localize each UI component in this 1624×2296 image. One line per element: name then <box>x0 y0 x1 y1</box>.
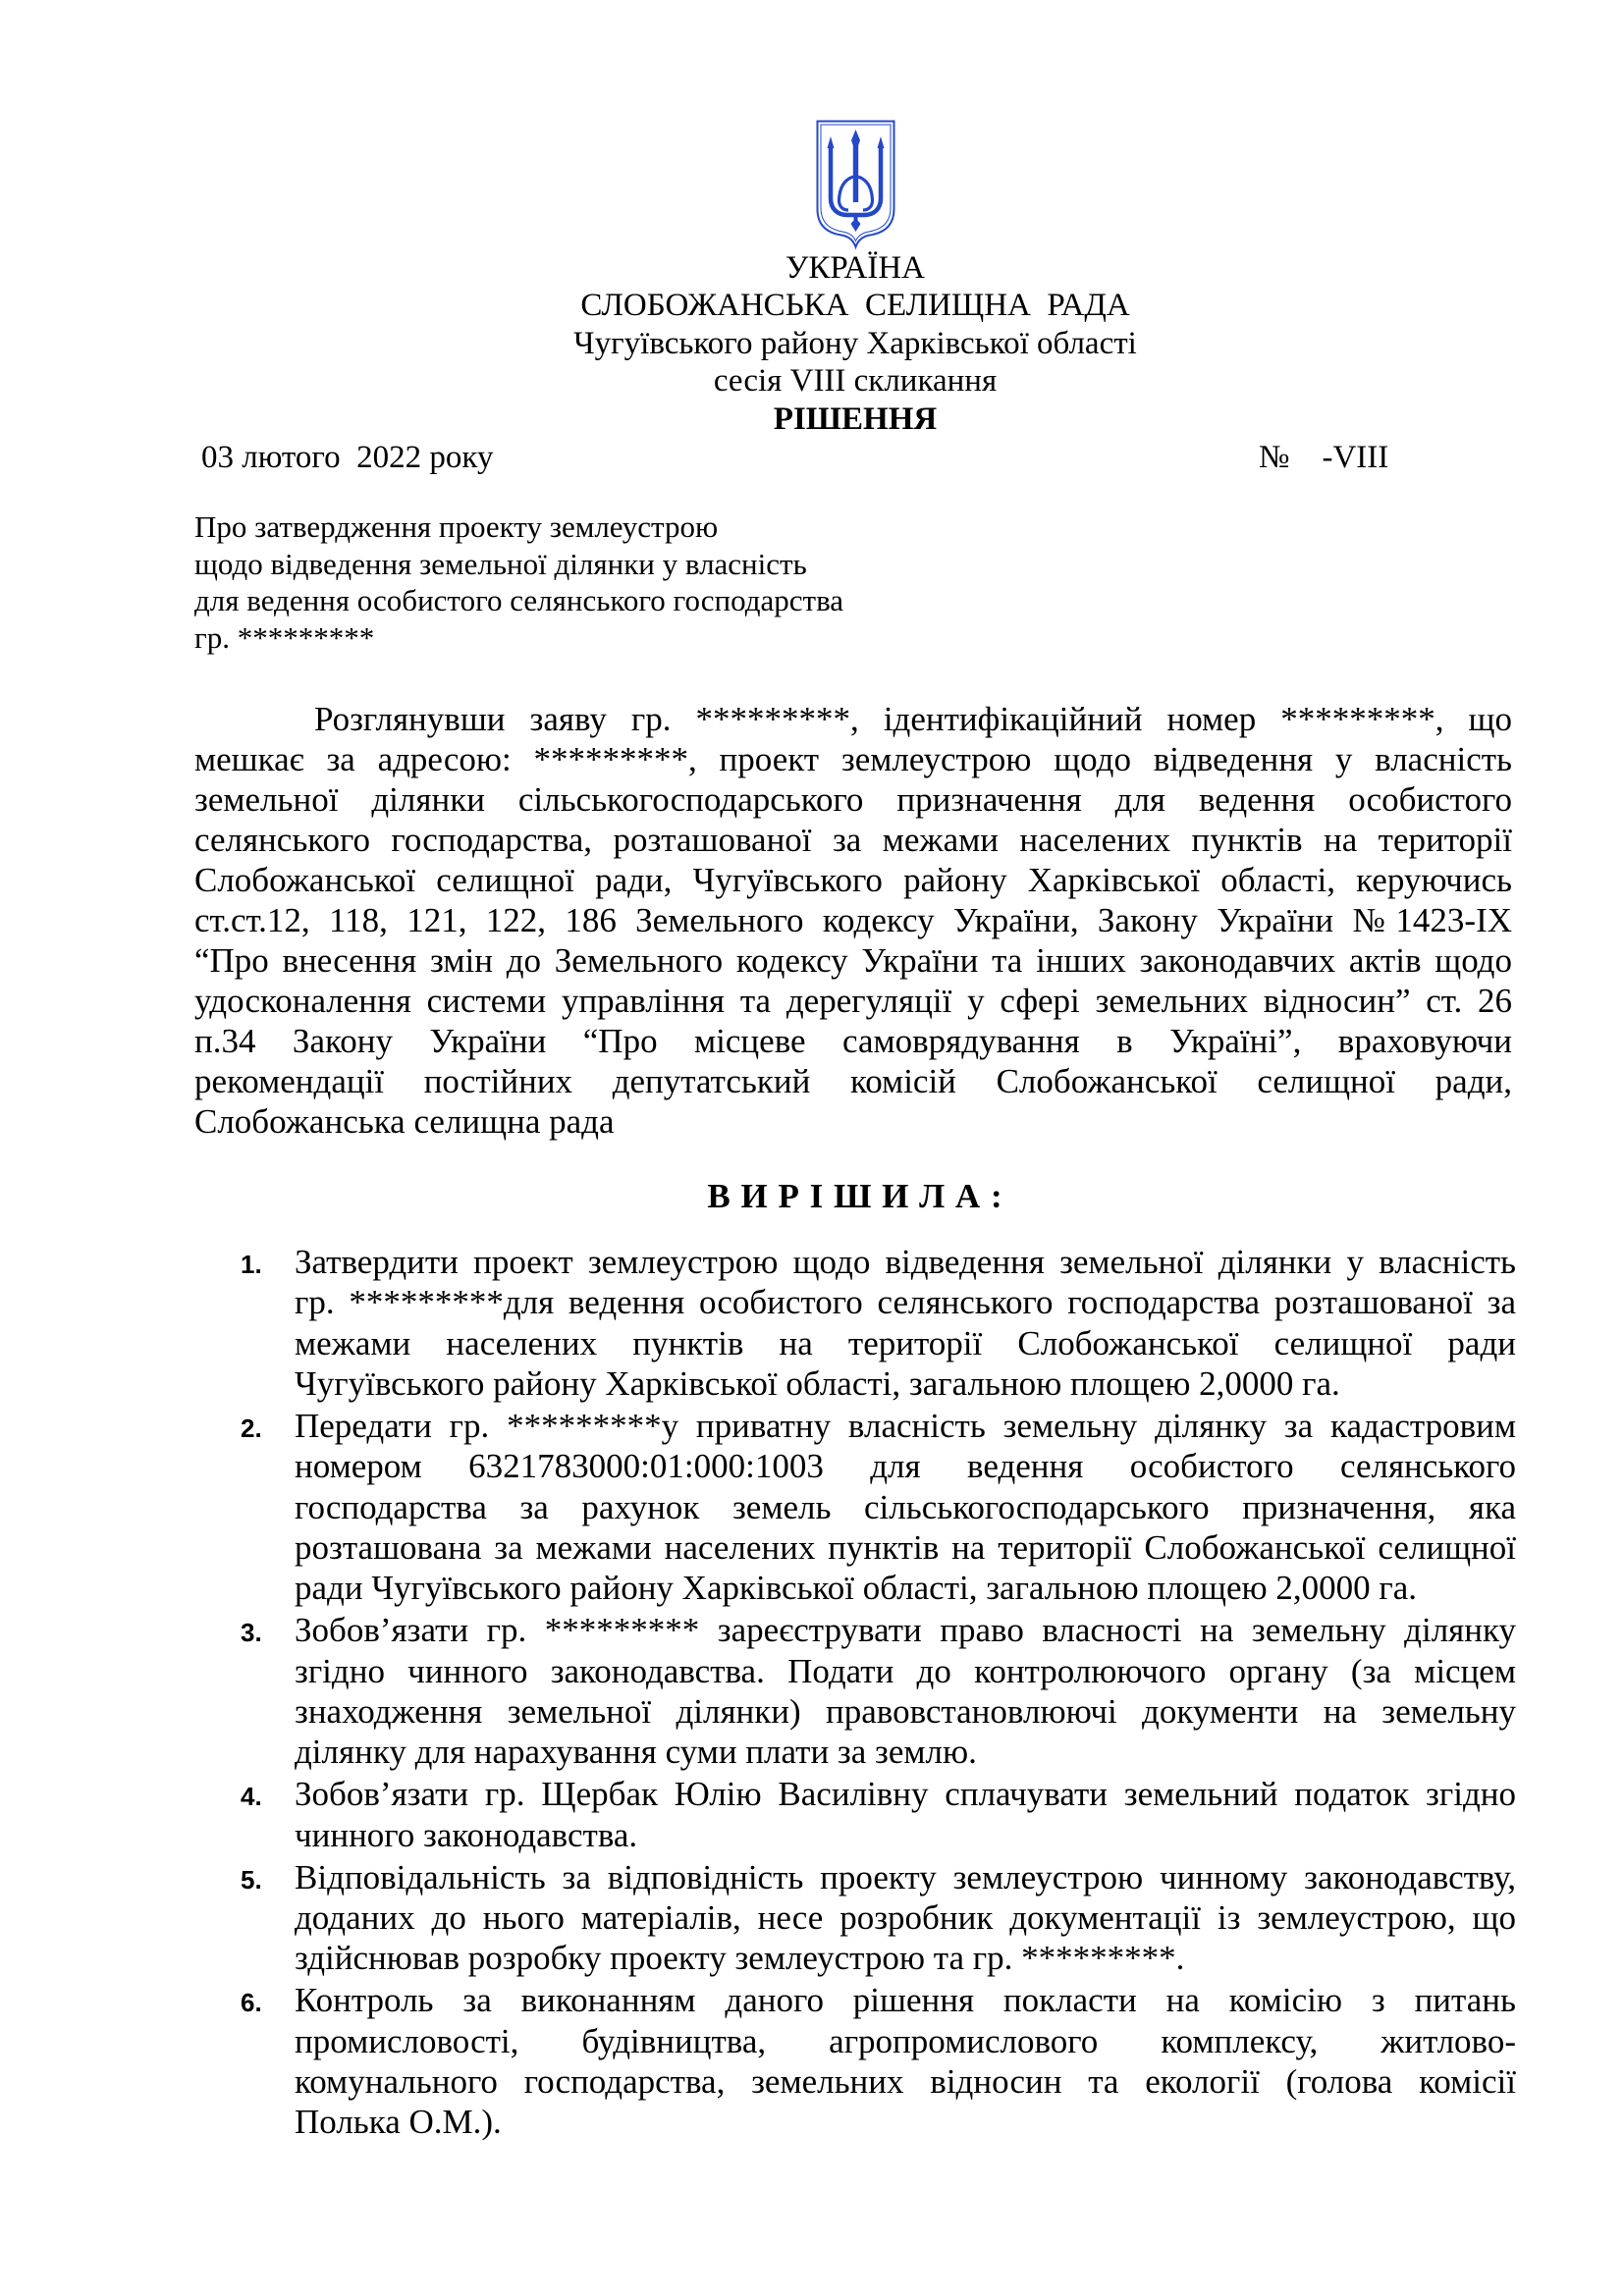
preamble-line: удосконалення системи управління та дерегуляції у сфері земельних відносин” ст. 26 <box>194 982 1512 1021</box>
subject-line: щодо відведення земельної ділянки у власність <box>194 546 807 581</box>
item-number: 4. <box>241 1782 262 1812</box>
item-number: 2. <box>241 1413 262 1443</box>
decision-date: 03 лютого 2022 року <box>201 440 494 475</box>
session-label: сесія VIII скликання <box>713 363 998 399</box>
document-header <box>194 249 1516 439</box>
country-name: УКРАЇНА <box>785 249 925 286</box>
preamble-paragraph <box>194 699 1512 1143</box>
item-line: господарства за рахунок земель сільськогосподарського призначення, яка <box>295 1487 1516 1526</box>
preamble-line: Слобожанська селищна рада <box>194 1102 615 1142</box>
preamble-line: ст.ст.12, 118, 121, 122, 186 Земельного кодексу України, Закону України №1423-ІХ <box>194 900 1512 939</box>
item-line: гр. *********для ведення особистого селянського господарства розташованої за <box>295 1283 1516 1322</box>
preamble-line: п.34 Закону України “Про місцеве самоврядування в Україні”, враховуючи <box>194 1022 1512 1061</box>
item-line: згідно чинного законодавства. Подати до контролюючого органу (за місцем <box>295 1651 1516 1690</box>
item-line: доданих до нього матеріалів, несе розробник документації із землеустрою, що <box>295 1897 1516 1937</box>
resolution-item <box>241 1980 1516 2142</box>
preamble-line: Слобожанської селищної ради, Чугуївського району Харківської області, керуючись <box>194 860 1512 899</box>
item-line: номером 6321783000:01:000:1003 для ведення особистого селянського <box>295 1447 1516 1486</box>
item-line: межами населених пунктів на території Слобожанської селищної ради <box>295 1323 1516 1362</box>
preamble-line: рекомендації постійних депутатський комісій Слобожанської селищної ради, <box>194 1062 1512 1101</box>
coat-of-arms-icon <box>814 118 897 250</box>
item-line: Зобов’язати гр. ********* зареєструвати право власності на земельну ділянку <box>295 1611 1516 1650</box>
resolution-items-list <box>241 1242 1516 2144</box>
preamble-line: селянського господарства, розташованої за межами населених пунктів на території <box>194 820 1512 859</box>
item-number: 6. <box>241 1988 262 2018</box>
item-line: Відповідальність за відповідність проекту землеустрою чинному законодавству, <box>295 1857 1516 1896</box>
subject-line: для ведення особистого селянського господарства <box>194 583 844 617</box>
resolution-item <box>241 1857 1516 1979</box>
item-number: 1. <box>241 1250 262 1279</box>
decision-number: № -VIII <box>1259 440 1389 475</box>
item-number: 5. <box>241 1864 262 1895</box>
preamble-line: земельної ділянки сільськогосподарського призначення для ведення особистого <box>194 779 1512 819</box>
item-line: Затвердити проект землеустрою щодо відведення земельної ділянки у власність <box>295 1243 1516 1281</box>
subject-line: Про затвердження проекту землеустрою <box>194 509 719 544</box>
item-line: здійснював розробку проекту землеустрою та гр. *********. <box>295 1939 1185 1978</box>
preamble-line: Розглянувши заяву гр. *********, ідентифікаційний номер *********, що <box>314 699 1512 738</box>
item-line: знаходження земельної ділянки) правовстановлюючі документи на земельну <box>295 1691 1516 1731</box>
district-name: Чугуївського району Харківської області <box>573 325 1137 361</box>
resolution-item <box>241 1610 1516 1772</box>
item-line: Чугуївського району Харківської області, загальною площею 2,0000 га. <box>295 1363 1340 1403</box>
preamble-line: “Про внесення змін до Земельного кодексу України та інших законодавчих актів щодо <box>194 941 1512 981</box>
item-line: розташована за межами населених пунктів на території Слобожанської селищної <box>295 1527 1516 1567</box>
council-name: СЛОБОЖАНСЬКА СЕЛИЩНА РАДА <box>580 288 1130 323</box>
resolution-item <box>241 1774 1516 1855</box>
subject-line: гр. ********* <box>194 619 375 655</box>
trident <box>828 130 885 232</box>
item-number: 3. <box>241 1618 262 1648</box>
item-line: чинного законодавства. <box>295 1815 638 1854</box>
item-line: промисловості, будівництва, агропромислового комплексу, житлово- <box>295 2021 1516 2060</box>
item-line: комунального господарства, земельних відносин та екології (голова комісії <box>295 2061 1516 2101</box>
preamble-line: мешкає за адресою: *********, проект землеустрою щодо відведення у власність <box>194 739 1512 778</box>
item-line: Контроль за виконанням даного рішення покласти на комісію з питань <box>295 1981 1516 2020</box>
resolution-heading: В И Р І Ш И Л А : <box>707 1176 1003 1215</box>
item-line: Полька О.М.). <box>295 2103 502 2142</box>
item-line: Передати гр. *********у приватну власність земельну ділянку за кадастровим <box>295 1406 1516 1445</box>
item-line: ради Чугуївського району Харківської області, загальною площею 2,0000 га. <box>295 1569 1418 1608</box>
item-line: Зобов’язати гр. Щербак Юлію Василівну сплачувати земельний податок згідно <box>295 1775 1516 1814</box>
document-type-title: РІШЕННЯ <box>773 400 938 437</box>
resolution-item <box>241 1242 1516 1404</box>
decision-subject <box>194 508 1078 656</box>
item-line: ділянку для нарахування суми плати за землю. <box>295 1733 977 1772</box>
resolution-item <box>241 1406 1516 1608</box>
